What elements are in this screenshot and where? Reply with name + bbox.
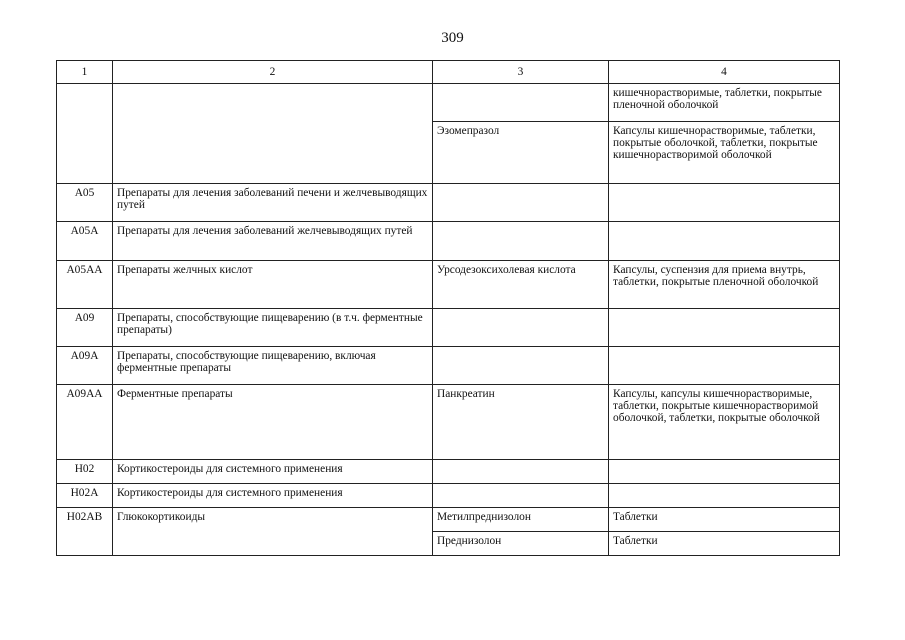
table-row <box>57 222 840 261</box>
table-header-row <box>57 61 840 84</box>
dosage-form-cell: Капсулы, суспензия для приема внутрь, таблетки, покрытые пленочной оболочкой <box>609 261 840 309</box>
dosage-form-cell <box>609 347 840 385</box>
group-name-cell: Препараты для лечения заболеваний печени и желчевыводящих путей <box>113 184 433 222</box>
atc-code-cell: A09 <box>57 309 113 347</box>
table-row <box>57 184 840 222</box>
atc-code-cell: A05 <box>57 184 113 222</box>
dosage-form-cell <box>609 309 840 347</box>
drug-name-cell <box>433 484 609 508</box>
group-name-cell: Кортикостероиды для системного применения <box>113 460 433 484</box>
drug-name-cell: Метилпреднизолон <box>433 508 609 532</box>
group-name-cell <box>113 84 433 184</box>
dosage-form-cell <box>609 184 840 222</box>
drug-name-cell: Преднизолон <box>433 532 609 556</box>
table-row <box>57 261 840 309</box>
group-name-cell: Препараты желчных кислот <box>113 261 433 309</box>
dosage-form-cell: Таблетки <box>609 532 840 556</box>
page-number: 309 <box>441 30 464 46</box>
dosage-form-cell: Капсулы кишечнорастворимые, таблетки, покрытые оболочкой, таблетки, покрытые кишечнорастворимой оболочкой <box>609 122 840 184</box>
drug-name-cell <box>433 84 609 122</box>
column-header-3: 3 <box>433 61 609 84</box>
dosage-form-cell: Капсулы, капсулы кишечнорастворимые, таблетки, покрытые кишечнорастворимой оболочкой, таблетки, покрытые оболочкой <box>609 385 840 460</box>
drug-name-cell: Урсодезоксихолевая кислота <box>433 261 609 309</box>
table-row <box>57 484 840 508</box>
atc-code-cell: A05A <box>57 222 113 261</box>
table-row <box>57 385 840 460</box>
column-header-1: 1 <box>57 61 113 84</box>
drug-name-cell <box>433 347 609 385</box>
atc-code-cell: H02AB <box>57 508 113 556</box>
dosage-form-cell <box>609 460 840 484</box>
group-name-cell: Препараты, способствующие пищеварению, включая ферментные препараты <box>113 347 433 385</box>
group-name-cell: Препараты для лечения заболеваний желчевыводящих путей <box>113 222 433 261</box>
atc-code-cell: A05AA <box>57 261 113 309</box>
group-name-cell: Кортикостероиды для системного применения <box>113 484 433 508</box>
drug-name-cell: Панкреатин <box>433 385 609 460</box>
atc-code-cell: A09AA <box>57 385 113 460</box>
atc-code-cell: A09A <box>57 347 113 385</box>
table-row <box>57 508 840 532</box>
group-name-cell: Глюкокортикоиды <box>113 508 433 556</box>
medication-table <box>56 60 840 556</box>
drug-name-cell <box>433 460 609 484</box>
table-row <box>57 309 840 347</box>
column-header-4: 4 <box>609 61 840 84</box>
group-name-cell: Ферментные препараты <box>113 385 433 460</box>
atc-code-cell: H02A <box>57 484 113 508</box>
drug-name-cell <box>433 222 609 261</box>
table-row <box>57 347 840 385</box>
table-row <box>57 460 840 484</box>
dosage-form-cell: Таблетки <box>609 508 840 532</box>
table-row <box>57 84 840 122</box>
atc-code-cell <box>57 84 113 184</box>
dosage-form-cell: кишечнорастворимые, таблетки, покрытые пленочной оболочкой <box>609 84 840 122</box>
drug-name-cell: Эзомепразол <box>433 122 609 184</box>
dosage-form-cell <box>609 222 840 261</box>
dosage-form-cell <box>609 484 840 508</box>
group-name-cell: Препараты, способствующие пищеварению (в т.ч. ферментные препараты) <box>113 309 433 347</box>
drug-name-cell <box>433 184 609 222</box>
column-header-2: 2 <box>113 61 433 84</box>
drug-name-cell <box>433 309 609 347</box>
atc-code-cell: H02 <box>57 460 113 484</box>
